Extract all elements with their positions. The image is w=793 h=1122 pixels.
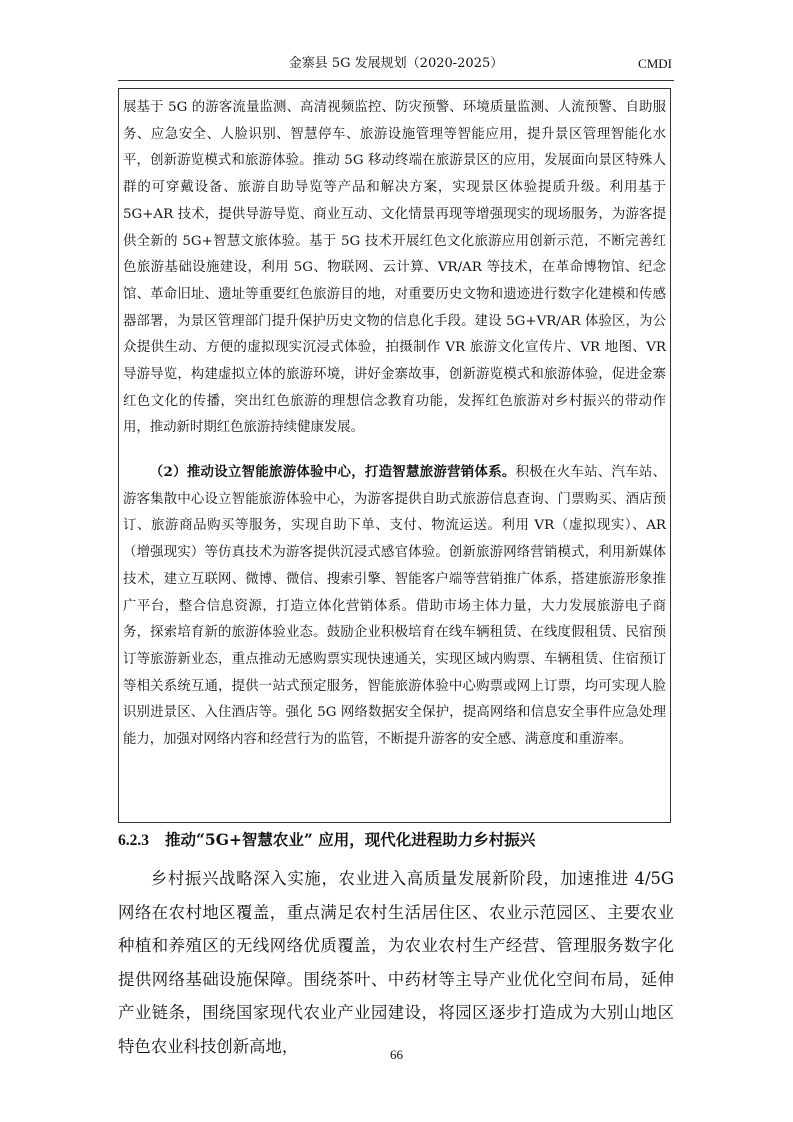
box-paragraph-1: 展基于 5G 的游客流量监测、高清视频监控、防灾预警、环境质量监测、人流预警、自助服务、应急安全、人脸识别、智慧停车、旅游设施管理等智能应用，提升景区管理智能化水平，创新游览模式和旅游体验。推动 5G 移动终端在旅游景区的应用，发展面向景区特殊人群的可穿戴设备、旅游自助导览等产品和解决方案，实现景区体验提质升级。利用基于 5G+AR 技术，提供导游导览、商业互动、文化情景再现等增强现实的现场服务，为游客提供全新的 5G+智慧文旅体验。基于 5G 技术开展红色文化旅游应用创新示范，不断完善红色旅游基础设施建设，利用 5G、物联网、云计算、VR/AR 等技术，在革命博物馆、纪念馆、革命旧址、遗址等重要红色旅游目的地，对重要历史文物和遗迹进行数字化建模和传感器部署，为景区管理部门提升保护历史文物的信息化手段。建设 5G+VR/AR 体验区，为公众提供生动、方便的虚拟现实沉浸式体验，拍摄制作 VR 旅游文化宣传片、VR 地图、VR 导游导览，构建虚拟立体的旅游环境，讲好金寨故事，创新游览模式和旅游体验，促进金寨红色文化的传播，突出红色旅游的理想信念教育功能，发挥红色旅游对乡村振兴的带动作用，推动新时期红色旅游持续健康发展。 bbox=[123, 100, 666, 436]
page-number: 66 bbox=[390, 1047, 403, 1062]
page-header bbox=[118, 55, 674, 75]
box-paragraph-2-body: 积极在火车站、汽车站、游客集散中心设立智能旅游体验中心，为游客提供自助式旅游信息查询、门票购买、酒店预订、旅游商品购买等服务，实现自助下单、支付、物流运送。利用 VR（虚拟现实）、AR（增强现实）等仿真技术为游客提供沉浸式感官体验。创新旅游网络营销模式，利用新媒体技术，建立互联网、微博、微信、搜索引擎、智能客户端等营销推广体系，搭建旅游形象推广平台，整合信息资源，打造立体化营销体系。借助市场主体力量，大力发展旅游电子商务，探索培育新的旅游体验业态。鼓励企业积极培育在线车辆租赁、在线度假租赁、民宿预订等旅游新业态，重点推动无感购票实现快速通关，实现区域内购票、车辆租赁、住宿预订等相关系统互通，提供一站式预定服务，智能旅游体验中心购票或网上订票，均可实现人脸识别进景区、入住酒店等。强化 5G 网络数据安全保护，提高网络和信息安全事件应急处理能力，加强对网络内容和经营行为的监管，不断提升游客的安全感、满意度和重游率。 bbox=[123, 465, 666, 748]
body-paragraph: 乡村振兴战略深入实施，农业进入高质量发展新阶段，加速推进 4/5G 网络在农村地区覆盖，重点满足农村生活居住区、农业示范园区、主要农业种植和养殖区的无线网络优质覆盖，为农业农村生产经营、管理服务数字化提供网络基础设施保障。围绕茶叶、中药材等主导产业优化空间布局，延伸产业链条，围绕国家现代农业产业园建设，将园区逐步打造成为大别山地区特色农业科技创新高地， bbox=[118, 869, 674, 1056]
header-code: CMDI bbox=[638, 56, 672, 71]
header-rule bbox=[118, 80, 674, 81]
section-number: 6.2.3 bbox=[118, 832, 149, 849]
section-title: 推动“5G+智慧农业” 应用，现代化进程助力乡村振兴 bbox=[165, 830, 536, 849]
box-paragraph-2 bbox=[123, 459, 666, 754]
box-paragraph-2-lead: （2）推动设立智能旅游体验中心，打造智慧旅游营销体系。 bbox=[149, 464, 516, 480]
header-title: 金寨县 5G 发展规划（2020-2025） bbox=[288, 56, 504, 71]
section-heading bbox=[118, 827, 674, 854]
